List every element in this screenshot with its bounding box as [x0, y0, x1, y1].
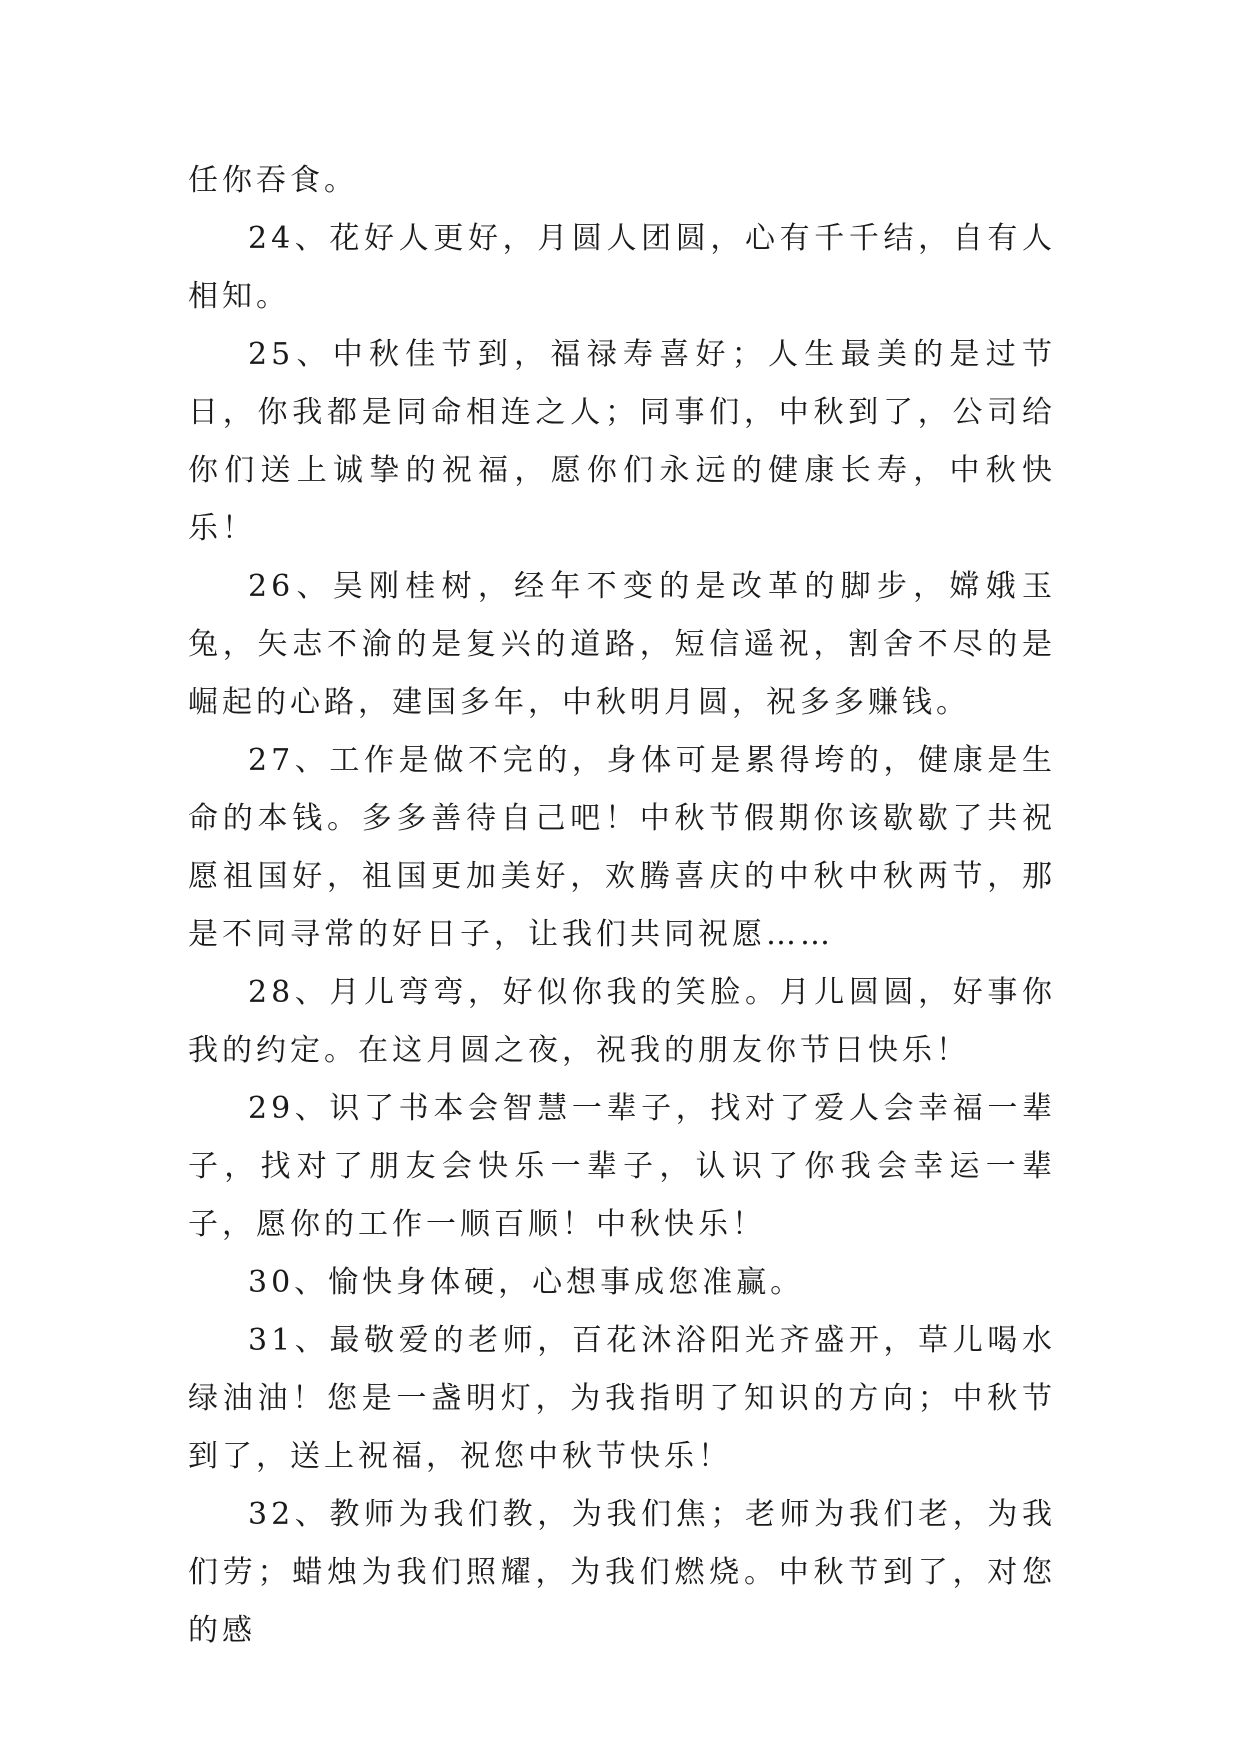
- paragraph-27: 27、工作是做不完的，身体可是累得垮的，健康是生命的本钱。多多善待自己吧！中秋节假期你该歇歇了共祝愿祖国好，祖国更加美好，欢腾喜庆的中秋中秋两节，那是不同寻常的好日子，让我们共同祝愿……: [188, 743, 1056, 952]
- paragraph-29: 29、识了书本会智慧一辈子，找对了爱人会幸福一辈子，找对了朋友会快乐一辈子，认识了你我会幸运一辈子，愿你的工作一顺百顺！中秋快乐！: [188, 1091, 1056, 1242]
- paragraph-30: 30、愉快身体硬，心想事成您准赢。: [248, 1265, 805, 1300]
- document-body: [188, 152, 1056, 1660]
- paragraph-28: 28、月儿弯弯，好似你我的笑脸。月儿圆圆，好事你我的约定。在这月圆之夜，祝我的朋友你节日快乐！: [188, 975, 1056, 1068]
- paragraph-32: 32、教师为我们教，为我们焦；老师为我们老，为我们劳；蜡烛为我们照耀，为我们燃烧。中秋节到了，对您的感: [188, 1497, 1056, 1648]
- paragraph-25: 25、中秋佳节到，福禄寿喜好；人生最美的是过节日，你我都是同命相连之人；同事们，中秋到了，公司给你们送上诚挚的祝福，愿你们永远的健康长寿，中秋快乐！: [188, 337, 1056, 546]
- paragraph-26: 26、吴刚桂树，经年不变的是改革的脚步，嫦娥玉兔，矢志不渝的是复兴的道路，短信遥祝，割舍不尽的是崛起的心路，建国多年，中秋明月圆，祝多多赚钱。: [188, 569, 1056, 720]
- paragraph-24: 24、花好人更好，月圆人团圆，心有千千结，自有人相知。: [188, 221, 1056, 314]
- paragraph-31: 31、最敬爱的老师，百花沐浴阳光齐盛开，草儿喝水绿油油！您是一盏明灯，为我指明了知识的方向；中秋节到了，送上祝福，祝您中秋节快乐！: [188, 1323, 1056, 1474]
- paragraph-continuation: 任你吞食。: [188, 163, 358, 198]
